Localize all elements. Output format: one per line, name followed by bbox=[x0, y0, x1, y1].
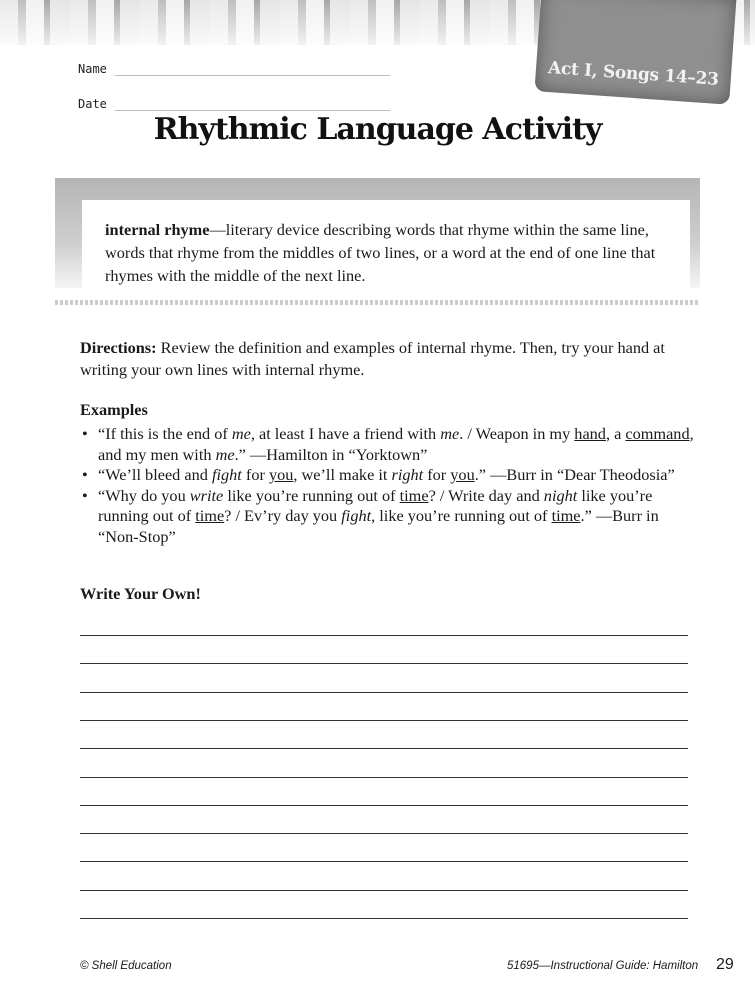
example-text-segment: like you’re running out of bbox=[223, 485, 400, 505]
footer-copyright: © Shell Education bbox=[80, 960, 172, 972]
name-line[interactable] bbox=[115, 75, 390, 76]
writing-line[interactable] bbox=[80, 748, 688, 749]
writing-line[interactable] bbox=[80, 635, 688, 636]
definition-text bbox=[105, 218, 675, 287]
date-line[interactable] bbox=[115, 110, 390, 111]
footer-book-title: 51695—Instructional Guide: Hamilton bbox=[507, 960, 699, 972]
example-text-segment: me bbox=[215, 444, 235, 464]
dotted-divider bbox=[55, 300, 700, 305]
example-text-segment: fight bbox=[341, 506, 372, 525]
example-text-segment: me bbox=[440, 424, 460, 443]
example-text-segment: for bbox=[423, 465, 451, 484]
example-text-segment: . / Weapon in my bbox=[459, 424, 575, 443]
date-field[interactable] bbox=[78, 97, 390, 111]
example-text-segment: .” —Burr in “Non-Stop” bbox=[98, 506, 659, 546]
example-text-segment: me bbox=[231, 424, 251, 443]
examples-heading: Examples bbox=[80, 400, 148, 419]
example-text-segment: like you’re running out of bbox=[98, 485, 653, 525]
definition-term: internal rhyme bbox=[105, 220, 210, 239]
example-text-segment: “If this is the end of bbox=[98, 424, 232, 443]
writing-line[interactable] bbox=[80, 890, 688, 891]
definition-body: —literary device describing words that rhyme within the same line, words that rhyme from the middles of two lines, or a word at the end of one line that rhymes with the middle of the next line. bbox=[105, 220, 656, 285]
example-text-segment: you bbox=[450, 465, 475, 484]
example-text-segment: .” —Burr in “Dear Theodosia” bbox=[474, 465, 675, 484]
date-label: Date bbox=[78, 97, 107, 111]
example-text-segment: ? / Write day and bbox=[428, 485, 544, 505]
example-text-segment: hand bbox=[574, 424, 606, 443]
example-text-segment: night bbox=[543, 485, 578, 505]
directions-label: Directions: bbox=[80, 338, 157, 357]
example-text-segment: ? / Ev’ry day you bbox=[224, 506, 342, 525]
writing-line[interactable] bbox=[80, 861, 688, 862]
example-item bbox=[80, 424, 700, 465]
example-text-segment: , at least I have a friend with bbox=[250, 424, 441, 443]
act-tab bbox=[534, 0, 736, 105]
example-text-segment: .” —Hamilton in “Yorktown” bbox=[234, 444, 428, 464]
name-label: Name bbox=[78, 62, 107, 76]
name-field[interactable] bbox=[78, 62, 390, 76]
examples-list bbox=[80, 424, 700, 547]
writing-line[interactable] bbox=[80, 777, 688, 778]
example-text-segment: “Why do you bbox=[98, 485, 190, 505]
writing-line[interactable] bbox=[80, 833, 688, 834]
writing-line[interactable] bbox=[80, 720, 688, 721]
example-text-segment: , we’ll make it bbox=[293, 465, 392, 484]
example-text-segment: time bbox=[551, 506, 581, 525]
writing-line[interactable] bbox=[80, 663, 688, 664]
example-text-segment: write bbox=[189, 485, 224, 505]
example-item bbox=[80, 486, 700, 548]
example-text-segment: time bbox=[399, 485, 429, 505]
example-item bbox=[80, 465, 700, 486]
example-text-segment: , a bbox=[605, 424, 626, 443]
writing-line[interactable] bbox=[80, 805, 688, 806]
example-text-segment: fight bbox=[211, 465, 242, 484]
page-number: 29 bbox=[716, 956, 734, 973]
writing-line[interactable] bbox=[80, 692, 688, 693]
example-text-segment: time bbox=[195, 506, 225, 525]
example-text-segment: right bbox=[391, 465, 424, 484]
write-your-own-heading: Write Your Own! bbox=[80, 584, 201, 603]
example-text-segment: , and my men with bbox=[98, 424, 694, 464]
example-text-segment: , like you’re running out of bbox=[371, 506, 552, 525]
example-text-segment: command bbox=[625, 424, 690, 443]
directions-text: Review the definition and examples of internal rhyme. Then, try your hand at writing your own lines with internal rhyme. bbox=[80, 338, 665, 379]
act-tab-label: Act I, Songs 14–23 bbox=[547, 57, 720, 90]
writing-line[interactable] bbox=[80, 918, 688, 919]
example-text-segment: you bbox=[268, 465, 294, 484]
page-title: Rhythmic Language Activity bbox=[153, 112, 602, 147]
directions bbox=[80, 337, 700, 381]
example-text-segment: “We’ll bleed and bbox=[98, 465, 212, 484]
example-text-segment: for bbox=[241, 465, 269, 484]
